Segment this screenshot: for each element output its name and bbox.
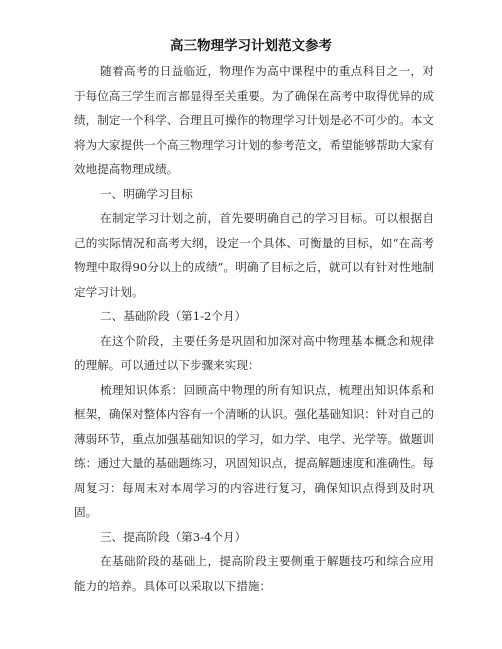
section-heading-foundation: 二、基础阶段（第1-2个月） — [100, 309, 247, 323]
document-title: 高三物理学习计划范文参考 — [170, 38, 332, 54]
goals-paragraph: 在制定学习计划之前，首先要明确自己的学习目标。可以根据自己的实际情况和高考大纲，设定一个具体、可衡量的目标，如“在高考物理中取得90分以上的成绩”。明确了目标之后，就可以有针对性地制定学习计划。 — [74, 211, 434, 299]
foundation-intro-paragraph: 在这个阶段，主要任务是巩固和加深对高中物理基本概念和规律的理解。可以通过以下步骤来实现： — [74, 333, 434, 372]
improvement-intro-paragraph: 在基础阶段的基础上，提高阶段主要侧重于解题技巧和综合应用能力的培养。具体可以采取以下措施： — [74, 554, 434, 593]
section-heading-improvement: 三、提高阶段（第3-4个月） — [100, 529, 247, 544]
intro-paragraph: 随着高考的日益临近，物理作为高中课程中的重点科目之一，对于每位高三学生而言都显得至关重要。为了确保在高考中取得优异的成绩，制定一个科学、合理且可操作的物理学习计划是必不可少的。本文将为大家提供一个高三物理学习计划的参考范文，希望能够帮助大家有效地提高物理成绩。 — [74, 64, 434, 176]
foundation-steps-paragraph: 梳理知识体系：回顾高中物理的所有知识点，梳理出知识体系和框架，确保对整体内容有一个清晰的认识。强化基础知识：针对自己的薄弱环节，重点加强基础知识的学习，如力学、电学、光学等。做题训练：通过大量的基础题练习，巩固知识点，提高解题速度和准确性。每周复习：每周末对本周学习的内容进行复习，确保知识点得到及时巩固。 — [74, 382, 434, 519]
document-body — [74, 59, 434, 598]
section-heading-goals: 一、明确学习目标 — [100, 186, 193, 201]
